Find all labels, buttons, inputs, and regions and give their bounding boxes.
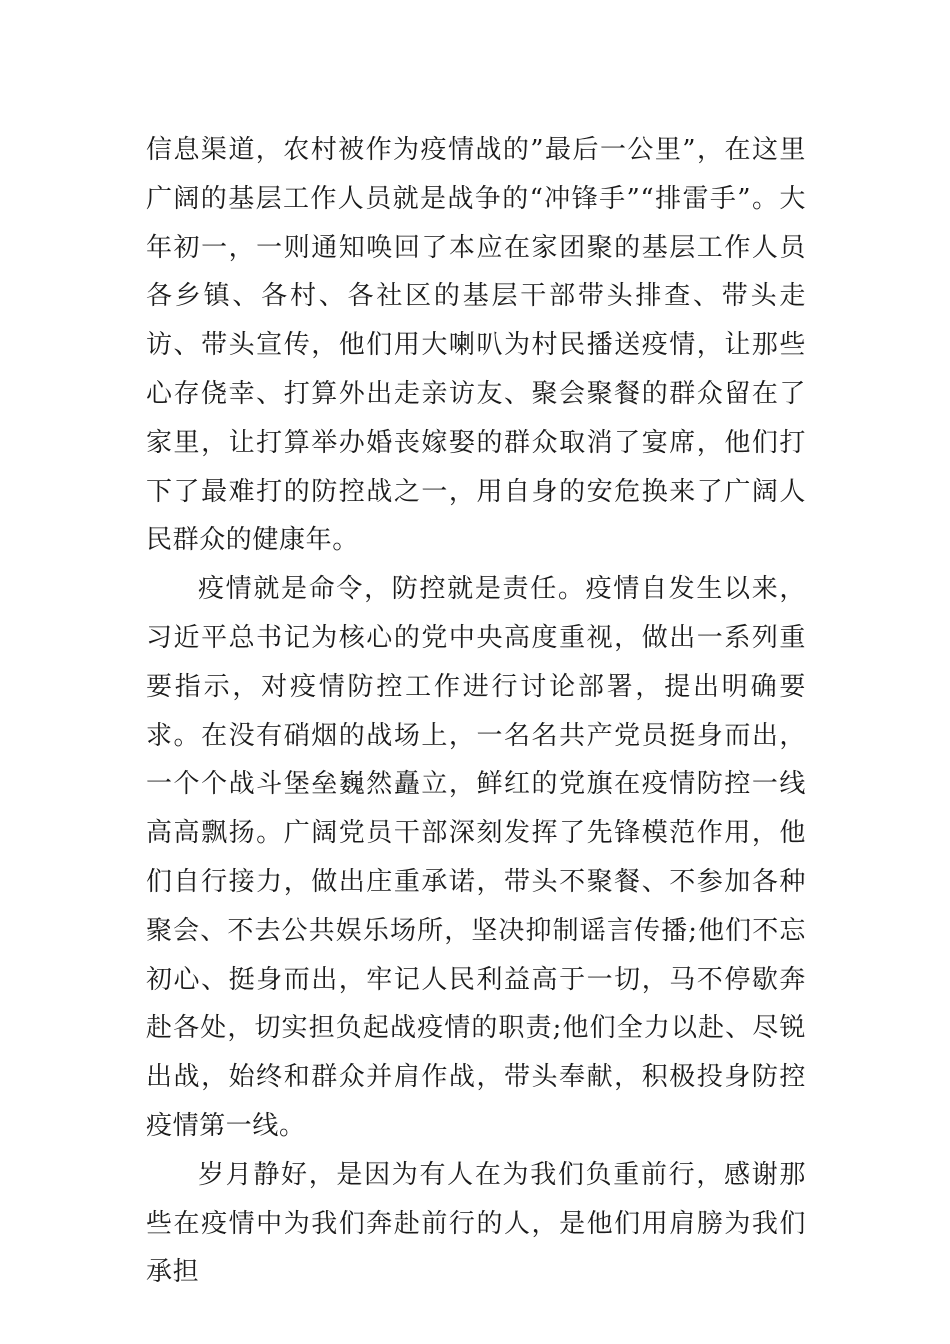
paragraph-1: 信息渠道，农村被作为疫情战的”最后一公里”，在这里广阔的基层工作人员就是战争的“冲锋手”“排雷手”。大年初一，一则通知唤回了本应在家团聚的基层工作人员各乡镇、各村、各社区的基层干部带头排查、带头走访、带头宣传，他们用大喇叭为村民播送疫情，让那些心存侥幸、打算外出走亲访友、聚会聚餐的群众留在了家里，让打算举办婚丧嫁娶的群众取消了宴席，他们打下了最难打的防控战之一，用自身的安危换来了广阔人民群众的健康年。	[146, 135, 806, 556]
paragraph-2: 疫情就是命令，防控就是责任。疫情自发生以来，习近平总书记为核心的党中央高度重视，做出一系列重要指示，对疫情防控工作进行讨论部署，提出明确要求。在没有硝烟的战场上，一名名共产党员挺身而出，一个个战斗堡垒巍然矗立，鲜红的党旗在疫情防控一线高高飘扬。广阔党员干部深刻发挥了先锋模范作用，他们自行接力，做出庄重承诺，带头不聚餐、不参加各种聚会、不去公共娱乐场所，坚决抑制谣言传播;他们不忘初心、挺身而出，牢记人民利益高于一切，马不停歇奔赴各处，切实担负起战疫情的职责;他们全力以赴、尽锐出战，始终和群众并肩作战，带头奉献，积极投身防控疫情第一线。	[146, 574, 806, 1141]
document-page	[146, 126, 806, 1297]
paragraph-3: 岁月静好，是因为有人在为我们负重前行，感谢那些在疫情中为我们奔赴前行的人，是他们用肩膀为我们承担	[146, 1159, 806, 1288]
